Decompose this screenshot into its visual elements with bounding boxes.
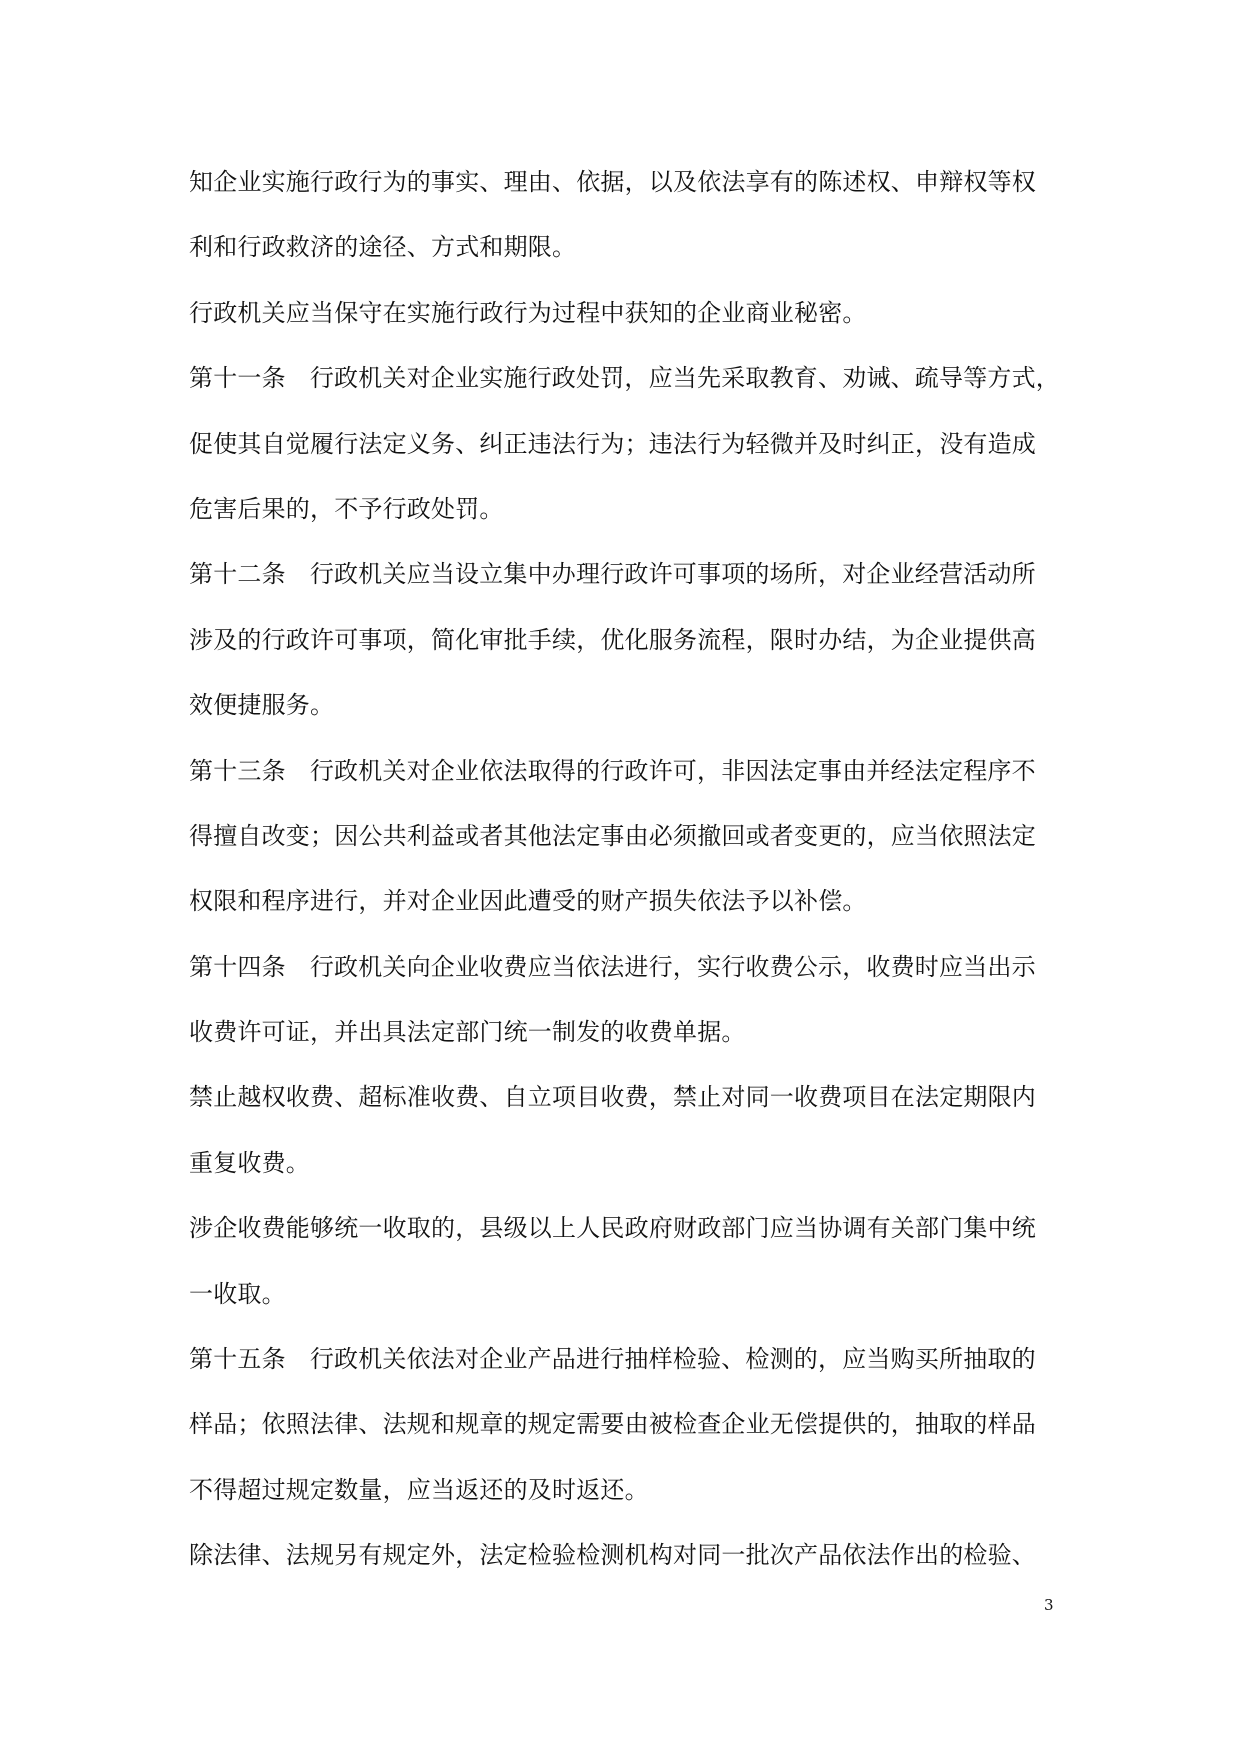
- article-15-line: [189, 1337, 1061, 1402]
- article-text: 行政机关向企业收费应当依法进行，实行收费公示，收费时应当出示: [309, 952, 1036, 981]
- text-line: 权限和程序进行，并对企业因此遭受的财产损失依法予以补偿。: [189, 887, 867, 916]
- text-line: 知企业实施行政行为的事实、理由、依据，以及依法享有的陈述权、申辩权等权: [189, 168, 1036, 196]
- text-line: 行政机关应当保守在实施行政行为过程中获知的企业商业秘密。: [189, 298, 867, 327]
- article-11-line: [189, 356, 1061, 421]
- text-line: 涉企收费能够统一收取的，县级以上人民政府财政部门应当协调有关部门集中统: [189, 1214, 1036, 1243]
- article-text: 行政机关应当设立集中办理行政许可事项的场所，对企业经营活动所: [309, 560, 1036, 589]
- article-number: 第十三条: [189, 756, 286, 785]
- text-line: 促使其自觉履行法定义务、纠正违法行为；违法行为轻微并及时纠正，没有造成: [189, 429, 1036, 458]
- document-body: [189, 160, 1061, 1599]
- text-line: 收费许可证，并出具法定部门统一制发的收费单据。: [189, 1018, 746, 1047]
- article-number: 第十四条: [189, 952, 286, 981]
- text-line: 一收取。: [189, 1279, 286, 1308]
- article-14-line: [189, 945, 1061, 1010]
- article-text: 行政机关对企业实施行政处罚，应当先采取教育、劝诫、疏导等方式，: [309, 364, 1061, 393]
- article-text: 行政机关依法对企业产品进行抽样检验、检测的，应当购买所抽取的: [309, 1345, 1036, 1374]
- page-number: 3: [1044, 1596, 1054, 1614]
- text-line: 效便捷服务。: [189, 691, 335, 720]
- text-line: 涉及的行政许可事项，简化审批手续，优化服务流程，限时办结，为企业提供高: [189, 625, 1036, 654]
- article-number: 第十二条: [189, 560, 286, 589]
- text-line: 不得超过规定数量，应当返还的及时返还。: [189, 1475, 649, 1504]
- article-text: 行政机关对企业依法取得的行政许可，非因法定事由并经法定程序不: [309, 756, 1036, 785]
- text-line: 危害后果的，不予行政处罚。: [189, 494, 504, 523]
- article-13-line: [189, 749, 1061, 814]
- text-line: 得擅自改变；因公共利益或者其他法定事由必须撤回或者变更的，应当依照法定: [189, 821, 1036, 850]
- article-number: 第十一条: [189, 364, 286, 393]
- text-line: 除法律、法规另有规定外，法定检验检测机构对同一批次产品依法作出的检验、: [189, 1541, 1036, 1570]
- text-line: 重复收费。: [189, 1148, 310, 1177]
- article-number: 第十五条: [189, 1345, 286, 1374]
- text-line: 利和行政救济的途径、方式和期限。: [189, 233, 577, 262]
- text-line: 样品；依照法律、法规和规章的规定需要由被检查企业无偿提供的，抽取的样品: [189, 1410, 1036, 1439]
- article-12-line: [189, 552, 1061, 617]
- text-line: 禁止越权收费、超标准收费、自立项目收费，禁止对同一收费项目在法定期限内: [189, 1083, 1036, 1112]
